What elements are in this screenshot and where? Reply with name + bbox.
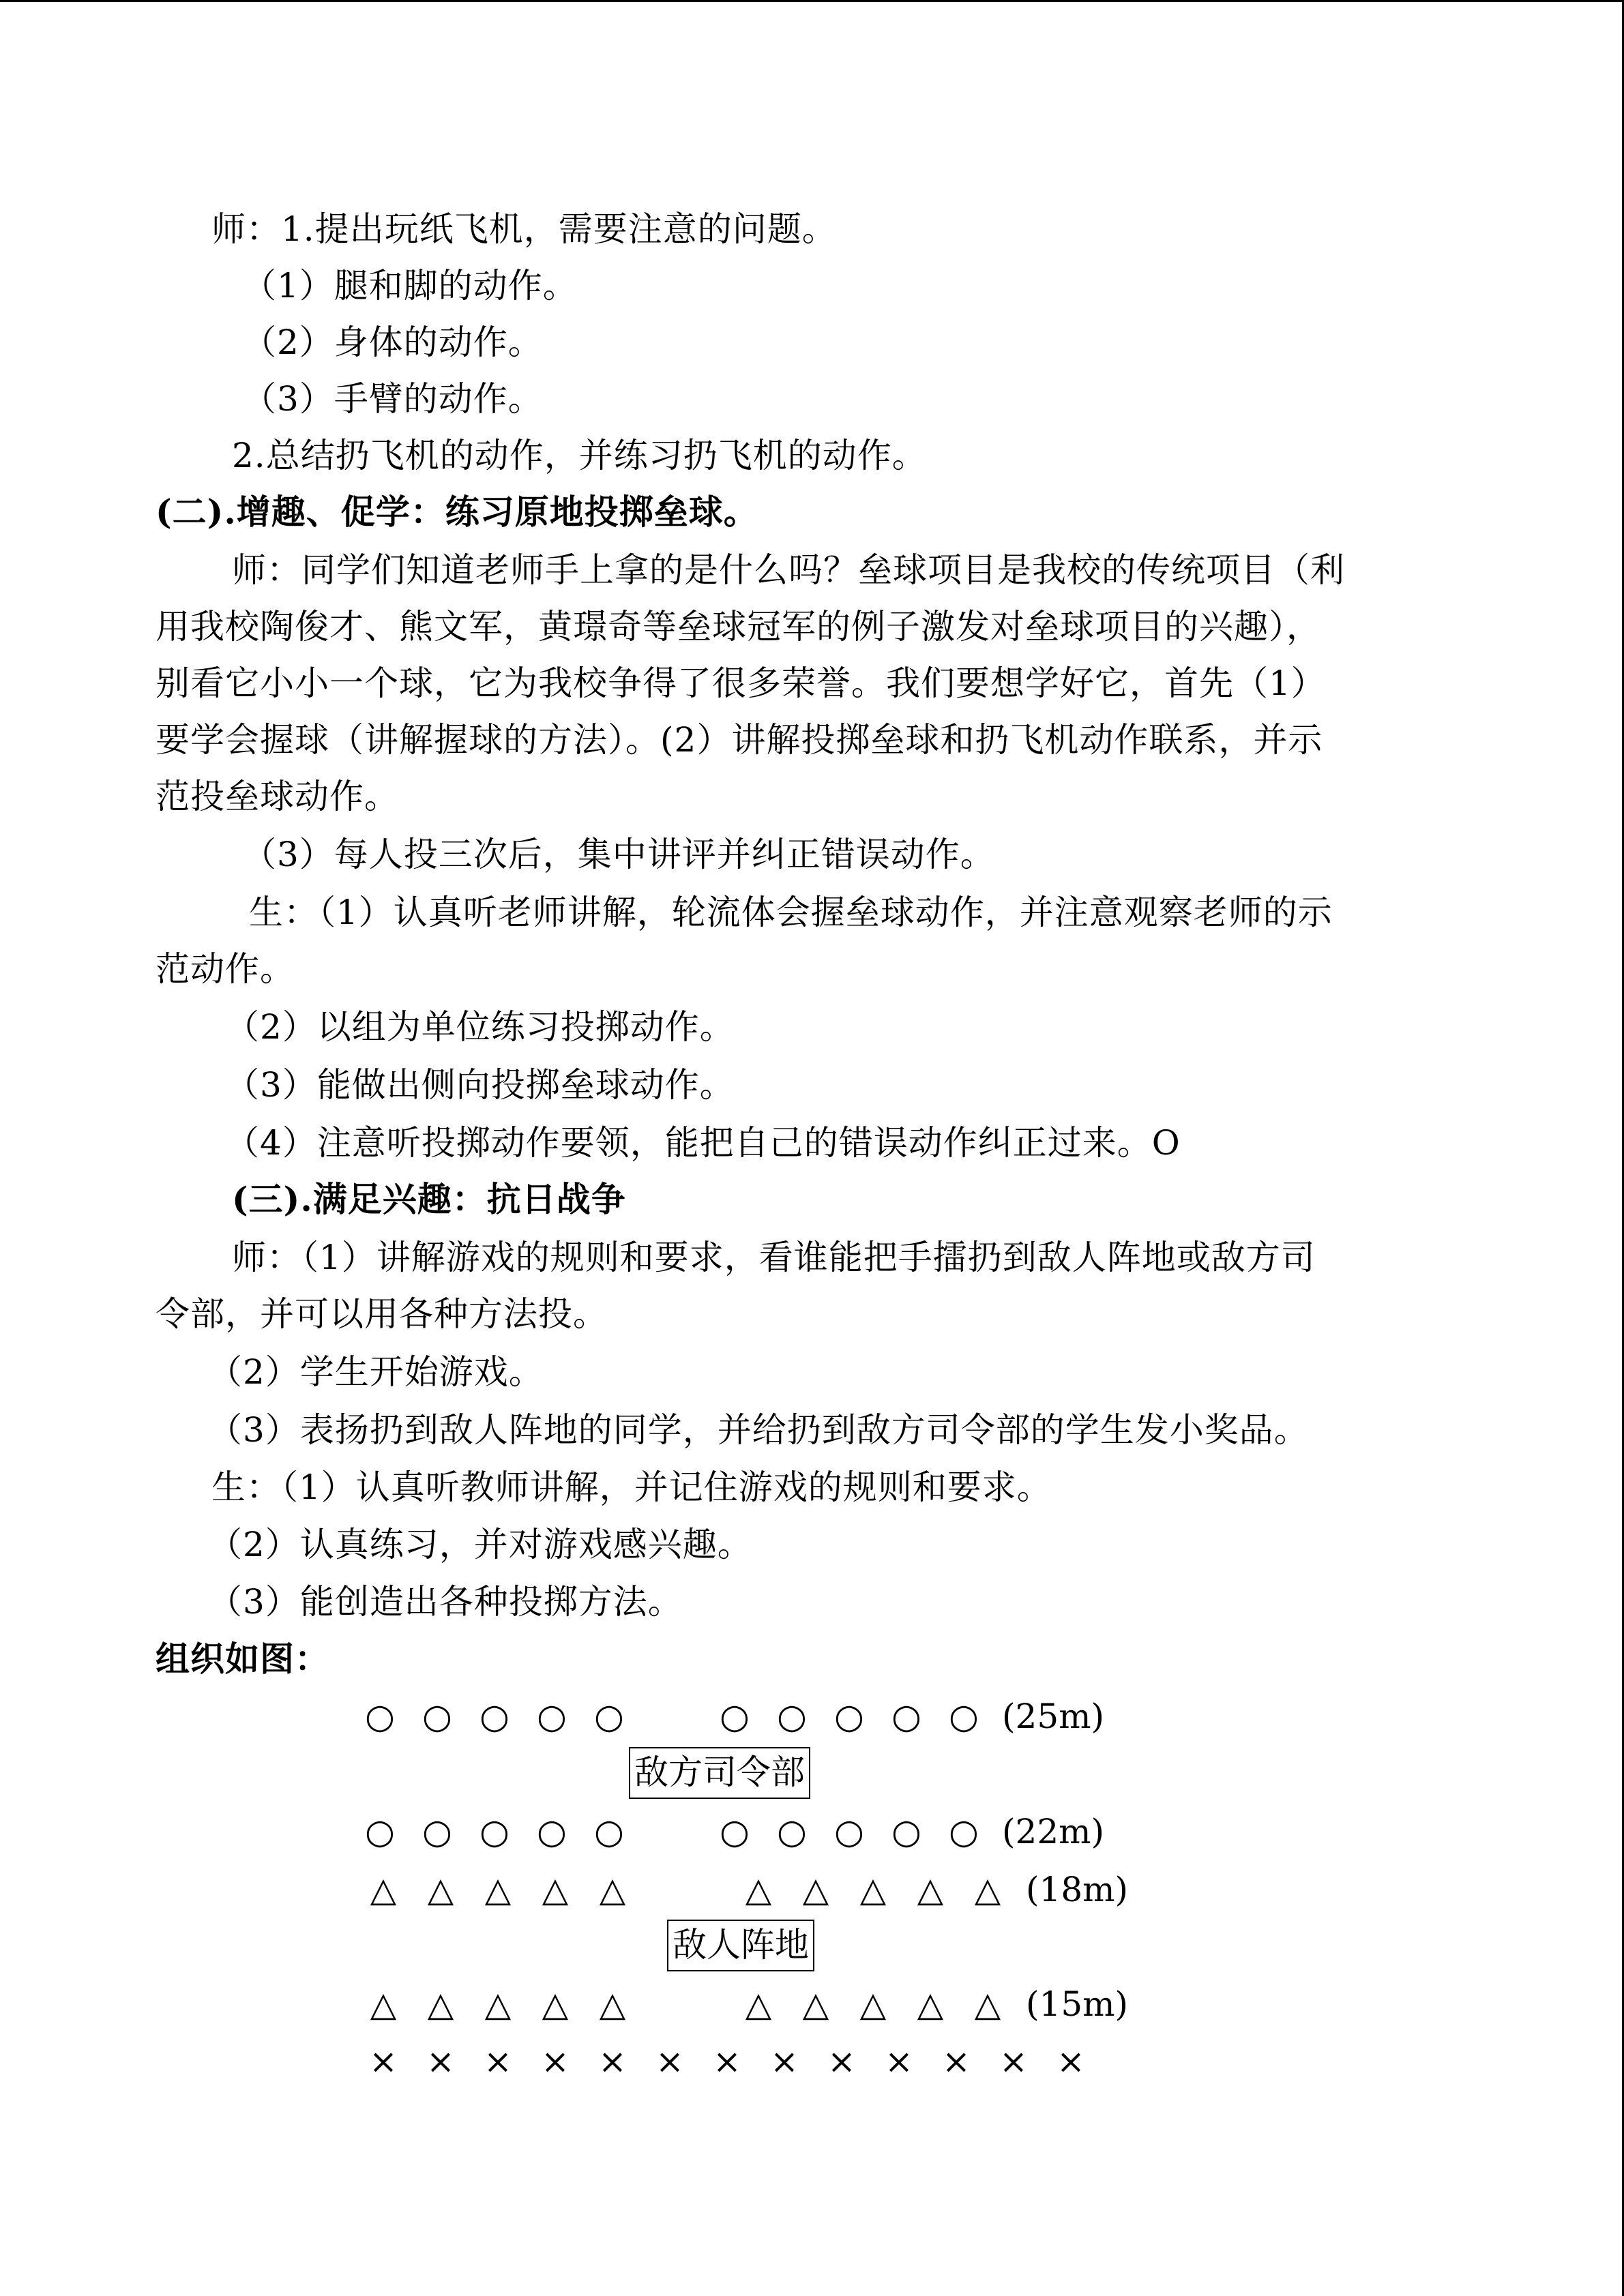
text-line: 2.总结扔飞机的动作，并练习扔飞机的动作。 (232, 436, 927, 475)
cross-marker: × (484, 2042, 512, 2081)
text-line: （1）腿和脚的动作。 (242, 266, 578, 305)
diagram-row-18m (355, 1868, 1128, 1911)
cross-marker: × (770, 2042, 799, 2081)
circle-marker: ○ (365, 1812, 395, 1851)
text-line: 要学会握球（讲解握球的方法）。(2）讲解投掷垒球和扔飞机动作联系，并示 (156, 720, 1323, 760)
cross-marker: × (827, 2042, 856, 2081)
enemy-position-box: 敌人阵地 (667, 1920, 814, 1971)
text-line: （4）注意听投掷动作要领，能把自己的错误动作纠正过来。O (225, 1123, 1181, 1163)
triangle-marker: △ (917, 1870, 944, 1909)
distance-label: (25m) (1002, 1697, 1105, 1736)
cross-marker: × (999, 2042, 1028, 2081)
section-heading-2: (二).增趣、促学：练习原地投掷垒球。 (156, 492, 758, 532)
cross-marker: × (369, 2042, 398, 2081)
enemy-command-box: 敌方司令部 (629, 1747, 810, 1799)
text-line: （3）能创造出各种投掷方法。 (208, 1582, 683, 1622)
triangle-marker: △ (427, 1984, 454, 2024)
distance-label: (22m) (1002, 1812, 1105, 1851)
text-line: （2）学生开始游戏。 (208, 1352, 544, 1392)
circle-marker: ○ (777, 1812, 807, 1851)
diagram-row-22m (351, 1810, 1104, 1853)
text-line: 范动作。 (156, 949, 295, 989)
triangle-marker: △ (599, 1870, 626, 1909)
text-line: （2）以组为单位练习投掷动作。 (225, 1007, 735, 1047)
triangle-marker: △ (745, 1984, 772, 2024)
cross-marker: × (1057, 2042, 1085, 2081)
triangle-marker: △ (802, 1870, 829, 1909)
triangle-marker: △ (370, 1870, 397, 1909)
diagram-row-throwers (355, 2040, 1099, 2083)
triangle-marker: △ (859, 1870, 887, 1909)
circle-marker: ○ (537, 1697, 567, 1736)
cross-marker: × (541, 2042, 570, 2081)
triangle-marker: △ (974, 1870, 1001, 1909)
circle-marker: ○ (777, 1697, 807, 1736)
cross-marker: × (598, 2042, 627, 2081)
circle-marker: ○ (834, 1812, 864, 1851)
circle-marker: ○ (594, 1697, 624, 1736)
triangle-marker: △ (542, 1984, 569, 2024)
text-line: （3）每人投三次后，集中讲评并纠正错误动作。 (242, 835, 995, 874)
text-line: 令部，并可以用各种方法投。 (156, 1294, 608, 1334)
circle-marker: ○ (479, 1697, 510, 1736)
circle-marker: ○ (594, 1812, 624, 1851)
cross-marker: × (426, 2042, 455, 2081)
triangle-marker: △ (599, 1984, 626, 2024)
text-line: 生：（1）认真听教师讲解，并记住游戏的规则和要求。 (211, 1467, 1052, 1507)
text-line: （2）认真练习，并对游戏感兴趣。 (208, 1525, 752, 1564)
circle-marker: ○ (720, 1697, 750, 1736)
text-line: 师：同学们知道老师手上拿的是什么吗？垒球项目是我校的传统项目（利 (232, 550, 1345, 590)
text-line: （3）能做出侧向投掷垒球动作。 (225, 1065, 735, 1105)
triangle-marker: △ (974, 1984, 1001, 2024)
circle-marker: ○ (422, 1812, 452, 1851)
circle-marker: ○ (537, 1812, 567, 1851)
triangle-marker: △ (484, 1984, 512, 2024)
circle-marker: ○ (365, 1697, 395, 1736)
circle-marker: ○ (949, 1812, 979, 1851)
diagram-row-25m (351, 1695, 1104, 1738)
page-border-top (0, 0, 1624, 2)
text-line: 别看它小小一个球，它为我校争得了很多荣誉。我们要想学好它，首先（1） (156, 664, 1326, 703)
triangle-marker: △ (484, 1870, 512, 1909)
section-heading-3: (三).满足兴趣：抗日战争 (232, 1179, 626, 1219)
circle-marker: ○ (891, 1812, 921, 1851)
triangle-marker: △ (427, 1870, 454, 1909)
diagram-row-15m (355, 1983, 1128, 2025)
text-line: 师：1.提出玩纸飞机，需要注意的问题。 (211, 209, 837, 249)
text-line: 师：（1）讲解游戏的规则和要求，看谁能把手擂扔到敌人阵地或敌方司 (232, 1238, 1316, 1277)
triangle-marker: △ (542, 1870, 569, 1909)
circle-marker: ○ (891, 1697, 921, 1736)
text-line: 用我校陶俊才、熊文军，黄璟奇等垒球冠军的例子激发对垒球项目的兴趣）， (156, 607, 1321, 646)
circle-marker: ○ (834, 1697, 864, 1736)
cross-marker: × (713, 2042, 741, 2081)
text-line: （3）表扬扔到敌人阵地的同学，并给扔到敌方司令部的学生发小奖品。 (208, 1410, 1309, 1450)
circle-marker: ○ (479, 1812, 510, 1851)
distance-label: (18m) (1026, 1870, 1129, 1909)
distance-label: (15m) (1026, 1984, 1129, 2024)
cross-marker: × (942, 2042, 971, 2081)
text-line: （3）手臂的动作。 (242, 379, 543, 419)
circle-marker: ○ (422, 1697, 452, 1736)
text-line: 范投垒球动作。 (156, 777, 399, 816)
triangle-marker: △ (917, 1984, 944, 2024)
cross-marker: × (885, 2042, 913, 2081)
circle-marker: ○ (720, 1812, 750, 1851)
triangle-marker: △ (745, 1870, 772, 1909)
text-line: 生：（1）认真听老师讲解，轮流体会握垒球动作，并注意观察老师的示 (249, 893, 1333, 932)
triangle-marker: △ (859, 1984, 887, 2024)
circle-marker: ○ (949, 1697, 979, 1736)
organization-label: 组织如图： (156, 1639, 329, 1679)
text-line: （2）身体的动作。 (242, 323, 543, 362)
cross-marker: × (655, 2042, 684, 2081)
triangle-marker: △ (802, 1984, 829, 2024)
triangle-marker: △ (370, 1984, 397, 2024)
